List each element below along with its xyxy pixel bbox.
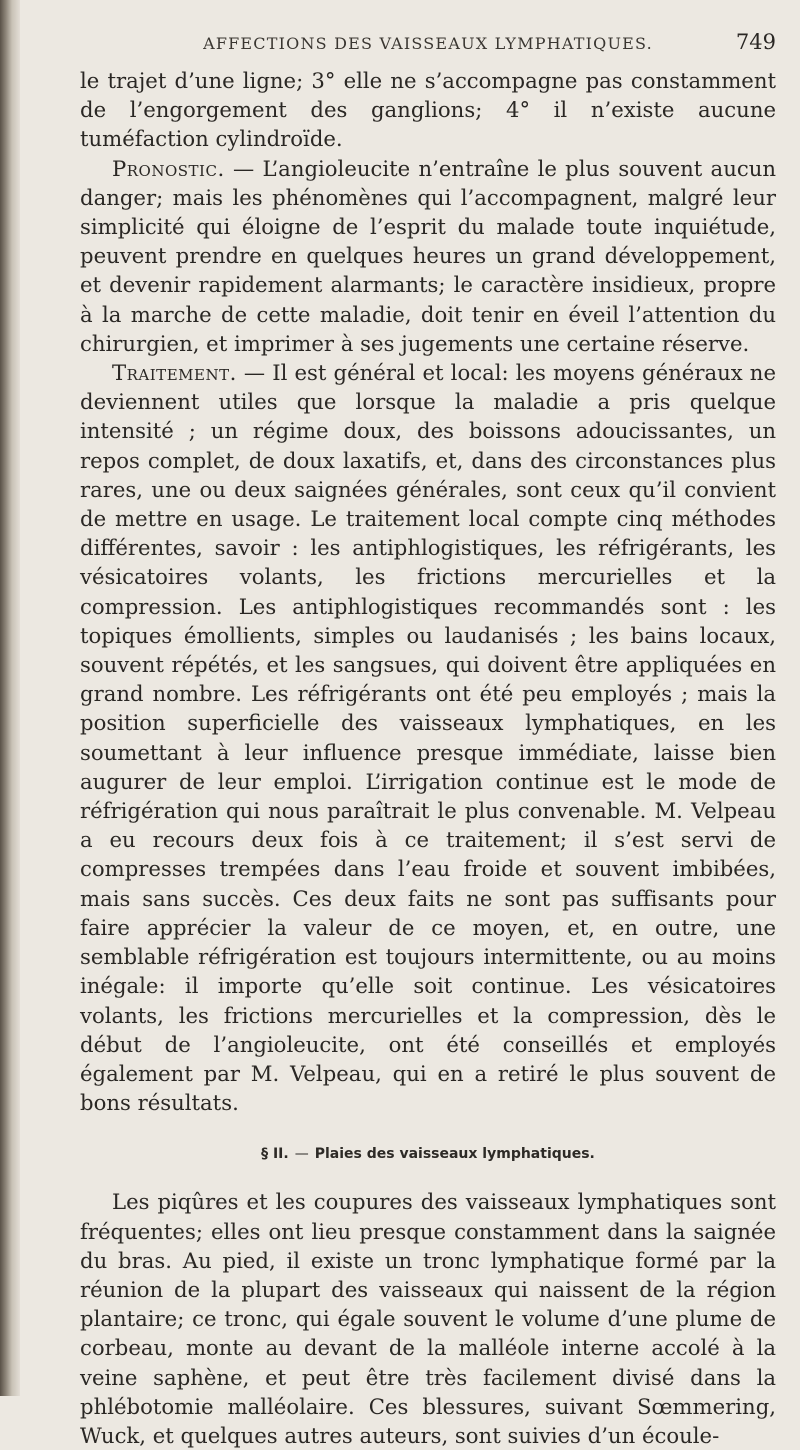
- section-number: § II.: [261, 1146, 289, 1163]
- section-heading: [80, 1146, 776, 1162]
- body-text: [80, 66, 776, 1450]
- running-title: AFFECTIONS DES VAISSEAUX LYMPHATIQUES.: [203, 34, 653, 53]
- book-page: [80, 26, 776, 1450]
- pronostic-label: Pronostic.: [112, 155, 225, 181]
- traitement-label: Traitement.: [112, 360, 237, 386]
- paragraph-traitement: [80, 358, 776, 1117]
- section-dash: —: [294, 1146, 309, 1163]
- book-binding-edge: [0, 0, 20, 1396]
- paragraph-continuation: le trajet d’une ligne; 3° elle ne s’accompagne pas constamment de l’engorgement des ganglions; 4° il n’existe aucune tuméfaction cylindroïde.: [80, 68, 776, 152]
- pronostic-text: — L’angioleucite n’entraîne le plus souvent aucun danger; mais les phénomènes qui l’accompagnent, malgré leur simplicité qui éloigne de l’esprit du malade toute inquiétude, peuvent prendre en quelques heures un grand développement, et devenir rapidement alarmants; le caractère insidieux, propre à la marche de cette maladie, doit tenir en éveil l’attention du chirurgien, et imprimer à ses jugements une certaine réserve.: [80, 155, 776, 356]
- running-header: [80, 26, 776, 66]
- paragraph-plaies: Les piqûres et les coupures des vaisseaux lymphatiques sont fréquentes; elles ont lieu presque constamment dans la saignée du bras. Au pied, il existe un tronc lymphatique formé par la réunion de la plupart des vaisseaux qui naissent de la région plantaire; ce tronc, qui égale souvent le volume d’une plume de corbeau, monte au devant de la malléole interne accolé à la veine saphène, et peut être très facilement divisé dans la phlébotomie malléolaire. Ces blessures, suivant Sœmmering, Wuck, et quelques autres auteurs, sont suivies d’un écoule-: [80, 1189, 776, 1448]
- section-title: Plaies des vaisseaux lymphatiques.: [314, 1146, 595, 1163]
- traitement-text: — Il est général et local: les moyens généraux ne deviennent utiles que lorsque la maladie a pris quelque intensité ; un régime doux, des boissons adoucissantes, un repos complet, de doux laxatifs, et, dans des circonstances plus rares, une ou deux saignées générales, sont ceux qu’il convient de mettre en usage. Le traitement local compte cinq méthodes différentes, savoir : les antiphlogistiques, les réfrigérants, les vésicatoires volants, les frictions mercurielles et la compression. Les antiphlogistiques recommandés sont : les topiques émollients, simples ou laudanisés ; les bains locaux, souvent répétés, et les sangsues, qui doivent être appliquées en grand nombre. Les réfrigérants ont été peu employés ; mais la position superficielle des vaisseaux lymphatiques, en les soumettant à leur influence presque immédiate, laisse bien augurer de leur emploi. L’irrigation continue est le mode de réfrigération qui nous paraîtrait le plus convenable. M. Velpeau a eu recours deux fois à ce traitement; il s’est servi de compresses trempées dans l’eau froide et souvent imbibées, mais sans succès. Ces deux faits ne sont pas suffisants pour faire apprécier la valeur de ce moyen, et, en outre, une semblable réfrigération est toujours intermittente, ou au moins inégale: il importe qu’elle soit continue. Les vésicatoires volants, les frictions mercurielles et la compression, dès le début de l’angioleucite, ont été conseillés et employés également par M. Velpeau, qui en a retiré le plus souvent de bons résultats.: [80, 360, 776, 1116]
- page-number: 749: [735, 30, 776, 54]
- paragraph-pronostic: [80, 154, 776, 358]
